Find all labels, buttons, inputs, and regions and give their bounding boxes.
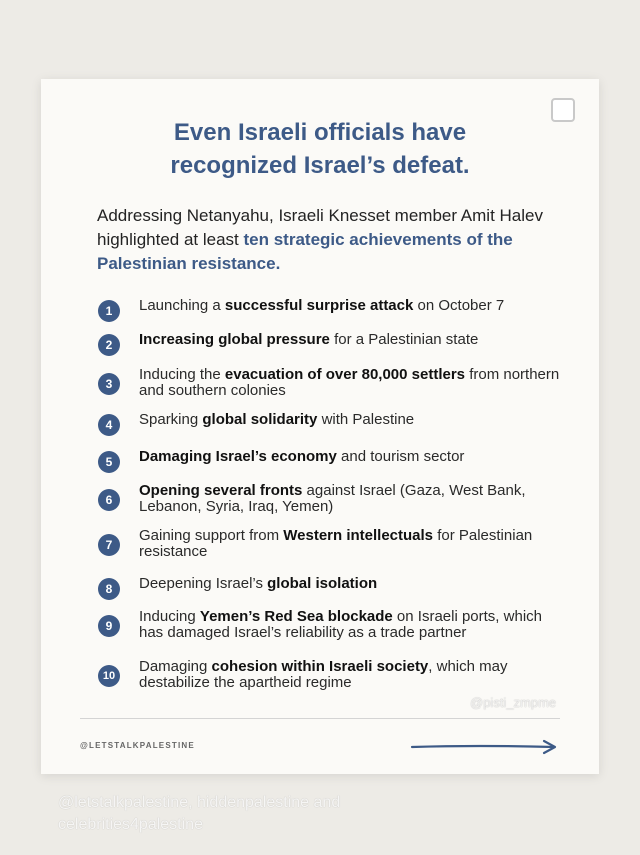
item-text-bold: Western intellectuals <box>283 527 434 544</box>
item-text-bold: Increasing global pressure <box>139 331 330 348</box>
item-text-post: for Palestinian resistance <box>139 527 533 560</box>
item-text <box>139 483 569 515</box>
item-text-bold: evacuation of over 80,000 settlers <box>224 366 466 383</box>
title-line-1: Even Israeli officials have <box>173 119 467 146</box>
item-text-bold: global solidarity <box>202 411 318 428</box>
item-number-badge: 8 <box>98 578 120 600</box>
item-text-bold: Opening several fronts <box>139 482 303 499</box>
item-text-bold: cohesion within Israeli society <box>211 658 429 675</box>
item-text-bold: successful surprise attack <box>224 297 414 314</box>
item-text <box>139 298 569 314</box>
title-line-2: recognized Israel’s defeat. <box>170 152 470 179</box>
item-text <box>139 576 569 592</box>
item-text-pre: Launching a <box>139 297 225 314</box>
item-text <box>139 659 569 691</box>
item-text-pre: Inducing the <box>139 366 225 383</box>
item-text-post: on October 7 <box>413 297 505 314</box>
item-text-post: from northern and southern colonies <box>139 366 560 399</box>
item-text-pre: Gaining support from <box>139 527 284 544</box>
item-number-badge: 7 <box>98 534 120 556</box>
item-number-badge: 1 <box>98 300 120 322</box>
item-text <box>139 609 569 641</box>
item-text-post: with Palestine <box>317 411 415 428</box>
item-text <box>139 412 569 428</box>
item-text-post: on Israeli ports, which has damaged Israel’s reliability as a trade partner <box>139 608 542 641</box>
item-number-badge: 10 <box>98 665 120 687</box>
account-handle: @LETSTALKPALESTINE <box>80 741 195 750</box>
item-text <box>139 449 569 465</box>
item-number-badge: 6 <box>98 489 120 511</box>
item-text-bold: global isolation <box>267 575 378 592</box>
item-text-post: for a Palestinian state <box>329 331 479 348</box>
item-number-badge: 4 <box>98 414 120 436</box>
item-text-bold: Yemen’s Red Sea blockade <box>199 608 393 625</box>
intro-paragraph <box>97 204 567 276</box>
item-text-bold: Damaging Israel’s economy <box>139 448 337 465</box>
arrow-right-icon[interactable] <box>408 736 560 758</box>
item-number-badge: 5 <box>98 451 120 473</box>
item-text <box>139 528 569 560</box>
item-text-post: against Israel (Gaza, West Bank, Lebanon, Syria, Iraq, Yemen) <box>139 482 526 515</box>
intro-highlight: ten strategic achievements of the Palestinian resistance. <box>97 230 513 273</box>
item-number-badge: 3 <box>98 373 120 395</box>
item-text-post: and tourism sector <box>336 448 465 465</box>
item-text <box>139 367 569 399</box>
watermark-username: @pisti_zmpme <box>470 695 557 710</box>
item-text <box>139 332 569 348</box>
intro-text: Addressing Netanyahu, Israeli Knesset member Amit Halev highlighted at least <box>97 206 543 249</box>
page-title <box>60 116 580 182</box>
footer-divider <box>80 718 560 719</box>
item-text-pre: Inducing <box>139 608 200 625</box>
item-text-pre: Damaging <box>139 658 212 675</box>
caption-text: @letstalkpalestine, hiddenpalestine and celebrities4palestine <box>58 794 341 833</box>
item-text-post: , which may destabilize the apartheid regime <box>139 658 508 691</box>
item-text-pre: Deepening Israel’s <box>139 575 268 592</box>
item-number-badge: 2 <box>98 334 120 356</box>
item-text-pre: Sparking <box>139 411 203 428</box>
item-number-badge: 9 <box>98 615 120 637</box>
